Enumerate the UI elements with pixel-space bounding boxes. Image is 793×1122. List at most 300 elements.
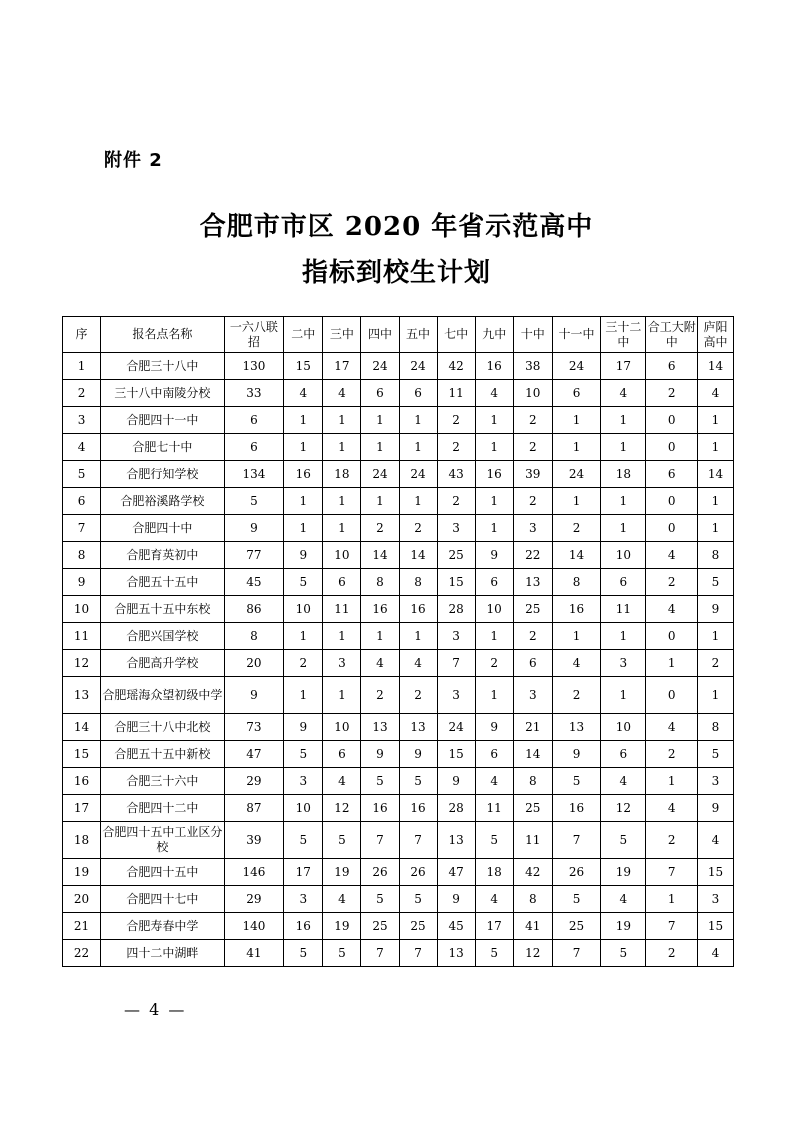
quota-value: 9 — [437, 768, 475, 795]
quota-value: 16 — [361, 596, 399, 623]
quota-value: 12 — [513, 940, 552, 967]
quota-value: 2 — [646, 741, 697, 768]
quota-value: 39 — [224, 822, 284, 859]
school-name: 合肥育英初中 — [101, 542, 224, 569]
table-body — [63, 353, 734, 967]
quota-value: 5 — [361, 886, 399, 913]
quota-value: 1 — [475, 623, 513, 650]
quota-value: 15 — [697, 913, 733, 940]
column-header: 三十二中 — [601, 317, 646, 353]
quota-value: 4 — [399, 650, 437, 677]
quota-value: 25 — [399, 913, 437, 940]
column-header: 九中 — [475, 317, 513, 353]
quota-value: 10 — [513, 380, 552, 407]
quota-value: 16 — [475, 353, 513, 380]
quota-value: 1 — [475, 515, 513, 542]
quota-value: 0 — [646, 623, 697, 650]
quota-table — [62, 316, 734, 967]
quota-value: 3 — [513, 515, 552, 542]
quota-value: 0 — [646, 434, 697, 461]
quota-value: 4 — [323, 768, 361, 795]
quota-value: 73 — [224, 714, 284, 741]
table-row — [63, 623, 734, 650]
row-index: 21 — [63, 913, 101, 940]
quota-value: 15 — [697, 859, 733, 886]
school-name: 合肥三十六中 — [101, 768, 224, 795]
quota-value: 6 — [323, 741, 361, 768]
quota-value: 1 — [601, 488, 646, 515]
page-subtitle: 指标到校生计划 — [301, 258, 491, 288]
row-index: 15 — [63, 741, 101, 768]
row-index: 16 — [63, 768, 101, 795]
quota-value: 17 — [323, 353, 361, 380]
quota-value: 2 — [513, 623, 552, 650]
quota-value: 16 — [552, 596, 600, 623]
quota-value: 18 — [601, 461, 646, 488]
quota-value: 5 — [361, 768, 399, 795]
quota-value: 14 — [697, 461, 733, 488]
quota-value: 19 — [323, 859, 361, 886]
row-index: 9 — [63, 569, 101, 596]
quota-value: 25 — [552, 913, 600, 940]
row-index: 17 — [63, 795, 101, 822]
quota-value: 6 — [475, 569, 513, 596]
quota-value: 10 — [284, 795, 323, 822]
school-name: 合肥行知学校 — [101, 461, 224, 488]
quota-value: 5 — [284, 940, 323, 967]
quota-value: 1 — [284, 407, 323, 434]
quota-value: 9 — [224, 515, 284, 542]
quota-value: 1 — [697, 623, 733, 650]
quota-value: 18 — [323, 461, 361, 488]
quota-value: 7 — [552, 940, 600, 967]
quota-value: 6 — [601, 569, 646, 596]
quota-value: 16 — [284, 913, 323, 940]
quota-value: 2 — [475, 650, 513, 677]
row-index: 13 — [63, 677, 101, 714]
quota-value: 2 — [437, 434, 475, 461]
quota-value: 24 — [437, 714, 475, 741]
quota-value: 29 — [224, 886, 284, 913]
quota-value: 8 — [513, 768, 552, 795]
quota-value: 0 — [646, 488, 697, 515]
row-index: 6 — [63, 488, 101, 515]
quota-value: 4 — [284, 380, 323, 407]
quota-value: 4 — [323, 886, 361, 913]
quota-value: 2 — [552, 515, 600, 542]
quota-value: 87 — [224, 795, 284, 822]
quota-value: 11 — [513, 822, 552, 859]
quota-value: 1 — [601, 515, 646, 542]
quota-value: 43 — [437, 461, 475, 488]
quota-value: 33 — [224, 380, 284, 407]
quota-value: 10 — [284, 596, 323, 623]
row-index: 3 — [63, 407, 101, 434]
quota-value: 8 — [697, 714, 733, 741]
quota-value: 5 — [601, 822, 646, 859]
quota-value: 7 — [399, 940, 437, 967]
quota-value: 10 — [323, 714, 361, 741]
quota-value: 130 — [224, 353, 284, 380]
quota-value: 14 — [513, 741, 552, 768]
quota-value: 4 — [475, 886, 513, 913]
table-row — [63, 569, 734, 596]
quota-value: 21 — [513, 714, 552, 741]
school-name: 合肥四十二中 — [101, 795, 224, 822]
school-name: 合肥四十五中 — [101, 859, 224, 886]
quota-value: 6 — [646, 353, 697, 380]
quota-value: 24 — [552, 461, 600, 488]
quota-value: 42 — [513, 859, 552, 886]
quota-value: 1 — [284, 677, 323, 714]
quota-value: 3 — [697, 886, 733, 913]
quota-value: 1 — [552, 434, 600, 461]
quota-value: 1 — [323, 623, 361, 650]
quota-value: 6 — [224, 407, 284, 434]
school-name: 合肥四十中 — [101, 515, 224, 542]
quota-value: 1 — [323, 677, 361, 714]
quota-value: 4 — [601, 380, 646, 407]
school-name: 合肥四十一中 — [101, 407, 224, 434]
quota-value: 1 — [475, 407, 513, 434]
quota-value: 8 — [399, 569, 437, 596]
quota-value: 2 — [437, 488, 475, 515]
quota-value: 1 — [697, 677, 733, 714]
quota-value: 2 — [513, 434, 552, 461]
quota-value: 4 — [646, 795, 697, 822]
quota-value: 1 — [399, 488, 437, 515]
quota-value: 19 — [323, 913, 361, 940]
quota-value: 17 — [475, 913, 513, 940]
quota-value: 19 — [601, 913, 646, 940]
quota-value: 16 — [475, 461, 513, 488]
column-header: 十中 — [513, 317, 552, 353]
quota-value: 9 — [697, 596, 733, 623]
table-row — [63, 407, 734, 434]
quota-value: 1 — [284, 488, 323, 515]
quota-value: 14 — [399, 542, 437, 569]
quota-value: 1 — [399, 623, 437, 650]
quota-value: 9 — [437, 886, 475, 913]
quota-value: 5 — [284, 822, 323, 859]
school-name: 合肥高升学校 — [101, 650, 224, 677]
quota-value: 5 — [399, 886, 437, 913]
quota-value: 9 — [399, 741, 437, 768]
table-row — [63, 515, 734, 542]
quota-value: 2 — [399, 515, 437, 542]
quota-value: 5 — [697, 741, 733, 768]
row-index: 7 — [63, 515, 101, 542]
table-row — [63, 353, 734, 380]
quota-value: 16 — [284, 461, 323, 488]
quota-value: 41 — [224, 940, 284, 967]
quota-value: 4 — [697, 940, 733, 967]
quota-value: 1 — [323, 488, 361, 515]
quota-value: 13 — [361, 714, 399, 741]
row-index: 1 — [63, 353, 101, 380]
quota-value: 2 — [552, 677, 600, 714]
quota-value: 2 — [284, 650, 323, 677]
quota-value: 5 — [323, 940, 361, 967]
quota-value: 24 — [399, 353, 437, 380]
quota-value: 38 — [513, 353, 552, 380]
school-name: 合肥寿春中学 — [101, 913, 224, 940]
quota-value: 19 — [601, 859, 646, 886]
school-name: 合肥三十八中 — [101, 353, 224, 380]
quota-value: 6 — [475, 741, 513, 768]
quota-value: 13 — [513, 569, 552, 596]
quota-value: 1 — [646, 768, 697, 795]
quota-value: 4 — [475, 768, 513, 795]
quota-value: 4 — [697, 822, 733, 859]
table-row — [63, 795, 734, 822]
quota-value: 0 — [646, 677, 697, 714]
quota-value: 47 — [224, 741, 284, 768]
table-row — [63, 859, 734, 886]
quota-value: 1 — [323, 407, 361, 434]
quota-value: 25 — [513, 795, 552, 822]
quota-value: 6 — [361, 380, 399, 407]
table-header-row — [63, 317, 734, 353]
quota-value: 1 — [361, 407, 399, 434]
quota-value: 7 — [437, 650, 475, 677]
quota-value: 1 — [697, 407, 733, 434]
quota-value: 2 — [513, 488, 552, 515]
quota-value: 134 — [224, 461, 284, 488]
quota-value: 8 — [697, 542, 733, 569]
quota-value: 10 — [475, 596, 513, 623]
table-row — [63, 913, 734, 940]
quota-value: 11 — [601, 596, 646, 623]
quota-value: 9 — [552, 741, 600, 768]
quota-value: 3 — [284, 886, 323, 913]
quota-value: 6 — [513, 650, 552, 677]
quota-value: 10 — [601, 714, 646, 741]
table-row — [63, 461, 734, 488]
quota-value: 77 — [224, 542, 284, 569]
quota-value: 1 — [399, 434, 437, 461]
quota-value: 1 — [552, 407, 600, 434]
column-header: 十一中 — [552, 317, 600, 353]
quota-value: 2 — [361, 515, 399, 542]
row-index: 22 — [63, 940, 101, 967]
quota-value: 1 — [601, 407, 646, 434]
quota-value: 4 — [646, 542, 697, 569]
quota-value: 6 — [323, 569, 361, 596]
quota-value: 1 — [601, 623, 646, 650]
quota-value: 7 — [399, 822, 437, 859]
school-name: 合肥五十五中 — [101, 569, 224, 596]
quota-value: 3 — [437, 515, 475, 542]
quota-value: 3 — [601, 650, 646, 677]
quota-value: 22 — [513, 542, 552, 569]
quota-value: 1 — [323, 434, 361, 461]
quota-value: 16 — [552, 795, 600, 822]
quota-value: 9 — [224, 677, 284, 714]
table-row — [63, 714, 734, 741]
quota-value: 2 — [361, 677, 399, 714]
quota-value: 3 — [437, 623, 475, 650]
quota-value: 6 — [552, 380, 600, 407]
quota-value: 2 — [399, 677, 437, 714]
school-name: 合肥五十五中新校 — [101, 741, 224, 768]
quota-value: 9 — [284, 714, 323, 741]
quota-value: 5 — [601, 940, 646, 967]
quota-value: 26 — [552, 859, 600, 886]
school-name: 合肥七十中 — [101, 434, 224, 461]
quota-value: 140 — [224, 913, 284, 940]
quota-value: 1 — [601, 434, 646, 461]
quota-value: 15 — [284, 353, 323, 380]
quota-value: 42 — [437, 353, 475, 380]
quota-value: 3 — [697, 768, 733, 795]
quota-value: 6 — [399, 380, 437, 407]
quota-value: 11 — [323, 596, 361, 623]
quota-value: 1 — [284, 434, 323, 461]
quota-value: 25 — [437, 542, 475, 569]
quota-value: 1 — [475, 434, 513, 461]
quota-value: 4 — [475, 380, 513, 407]
row-index: 19 — [63, 859, 101, 886]
quota-value: 5 — [552, 768, 600, 795]
row-index: 14 — [63, 714, 101, 741]
quota-value: 1 — [646, 886, 697, 913]
quota-value: 1 — [475, 488, 513, 515]
row-index: 12 — [63, 650, 101, 677]
table-row — [63, 886, 734, 913]
column-header: 二中 — [284, 317, 323, 353]
quota-value: 1 — [697, 488, 733, 515]
quota-value: 26 — [399, 859, 437, 886]
quota-value: 1 — [552, 488, 600, 515]
quota-value: 1 — [323, 515, 361, 542]
column-header: 合工大附中 — [646, 317, 697, 353]
quota-value: 9 — [475, 714, 513, 741]
quota-value: 24 — [361, 353, 399, 380]
quota-value: 4 — [697, 380, 733, 407]
quota-value: 1 — [646, 650, 697, 677]
quota-value: 9 — [361, 741, 399, 768]
quota-value: 7 — [552, 822, 600, 859]
quota-value: 1 — [361, 434, 399, 461]
quota-value: 5 — [475, 940, 513, 967]
quota-value: 2 — [646, 569, 697, 596]
quota-value: 2 — [646, 380, 697, 407]
school-name: 合肥三十八中北校 — [101, 714, 224, 741]
quota-value: 18 — [475, 859, 513, 886]
quota-value: 39 — [513, 461, 552, 488]
quota-value: 14 — [552, 542, 600, 569]
quota-value: 4 — [646, 596, 697, 623]
page-title: 合肥市市区 2020 年省示范高中 — [199, 212, 594, 242]
quota-value: 10 — [323, 542, 361, 569]
quota-value: 5 — [475, 822, 513, 859]
quota-value: 5 — [552, 886, 600, 913]
quota-value: 2 — [646, 940, 697, 967]
quota-value: 4 — [601, 768, 646, 795]
school-name: 四十二中湖畔 — [101, 940, 224, 967]
quota-value: 45 — [224, 569, 284, 596]
quota-value: 17 — [601, 353, 646, 380]
quota-value: 14 — [697, 353, 733, 380]
quota-value: 17 — [284, 859, 323, 886]
quota-value: 5 — [224, 488, 284, 515]
row-index: 18 — [63, 822, 101, 859]
quota-value: 25 — [361, 913, 399, 940]
quota-value: 0 — [646, 407, 697, 434]
quota-value: 10 — [601, 542, 646, 569]
quota-value: 3 — [323, 650, 361, 677]
quota-value: 3 — [513, 677, 552, 714]
table-row — [63, 768, 734, 795]
quota-value: 146 — [224, 859, 284, 886]
quota-value: 8 — [513, 886, 552, 913]
quota-value: 5 — [284, 741, 323, 768]
school-name: 三十八中南陵分校 — [101, 380, 224, 407]
column-header: 三中 — [323, 317, 361, 353]
quota-value: 1 — [601, 677, 646, 714]
row-index: 8 — [63, 542, 101, 569]
quota-value: 15 — [437, 569, 475, 596]
quota-value: 7 — [646, 913, 697, 940]
column-header: 序 — [63, 317, 101, 353]
quota-value: 8 — [224, 623, 284, 650]
table-row — [63, 741, 734, 768]
school-name: 合肥五十五中东校 — [101, 596, 224, 623]
quota-value: 4 — [323, 380, 361, 407]
column-header: 一六八联招 — [224, 317, 284, 353]
table-row — [63, 940, 734, 967]
quota-value: 15 — [437, 741, 475, 768]
quota-value: 6 — [601, 741, 646, 768]
row-index: 10 — [63, 596, 101, 623]
column-header: 五中 — [399, 317, 437, 353]
quota-value: 9 — [697, 795, 733, 822]
quota-value: 12 — [323, 795, 361, 822]
quota-value: 2 — [437, 407, 475, 434]
quota-value: 5 — [284, 569, 323, 596]
table-row — [63, 822, 734, 859]
quota-value: 13 — [437, 822, 475, 859]
quota-value: 4 — [552, 650, 600, 677]
row-index: 2 — [63, 380, 101, 407]
quota-value: 2 — [697, 650, 733, 677]
table-row — [63, 488, 734, 515]
quota-value: 4 — [361, 650, 399, 677]
quota-value: 12 — [601, 795, 646, 822]
quota-value: 41 — [513, 913, 552, 940]
quota-value: 7 — [361, 940, 399, 967]
school-name: 合肥四十七中 — [101, 886, 224, 913]
quota-value: 9 — [475, 542, 513, 569]
quota-value: 16 — [361, 795, 399, 822]
table-row — [63, 542, 734, 569]
quota-value: 1 — [284, 623, 323, 650]
school-name: 合肥裕溪路学校 — [101, 488, 224, 515]
quota-value: 28 — [437, 795, 475, 822]
quota-value: 8 — [361, 569, 399, 596]
quota-value: 0 — [646, 515, 697, 542]
row-index: 5 — [63, 461, 101, 488]
quota-value: 3 — [284, 768, 323, 795]
row-index: 20 — [63, 886, 101, 913]
quota-value: 1 — [361, 623, 399, 650]
row-index: 4 — [63, 434, 101, 461]
quota-value: 7 — [646, 859, 697, 886]
quota-value: 2 — [513, 407, 552, 434]
school-name: 合肥兴国学校 — [101, 623, 224, 650]
quota-value: 16 — [399, 596, 437, 623]
